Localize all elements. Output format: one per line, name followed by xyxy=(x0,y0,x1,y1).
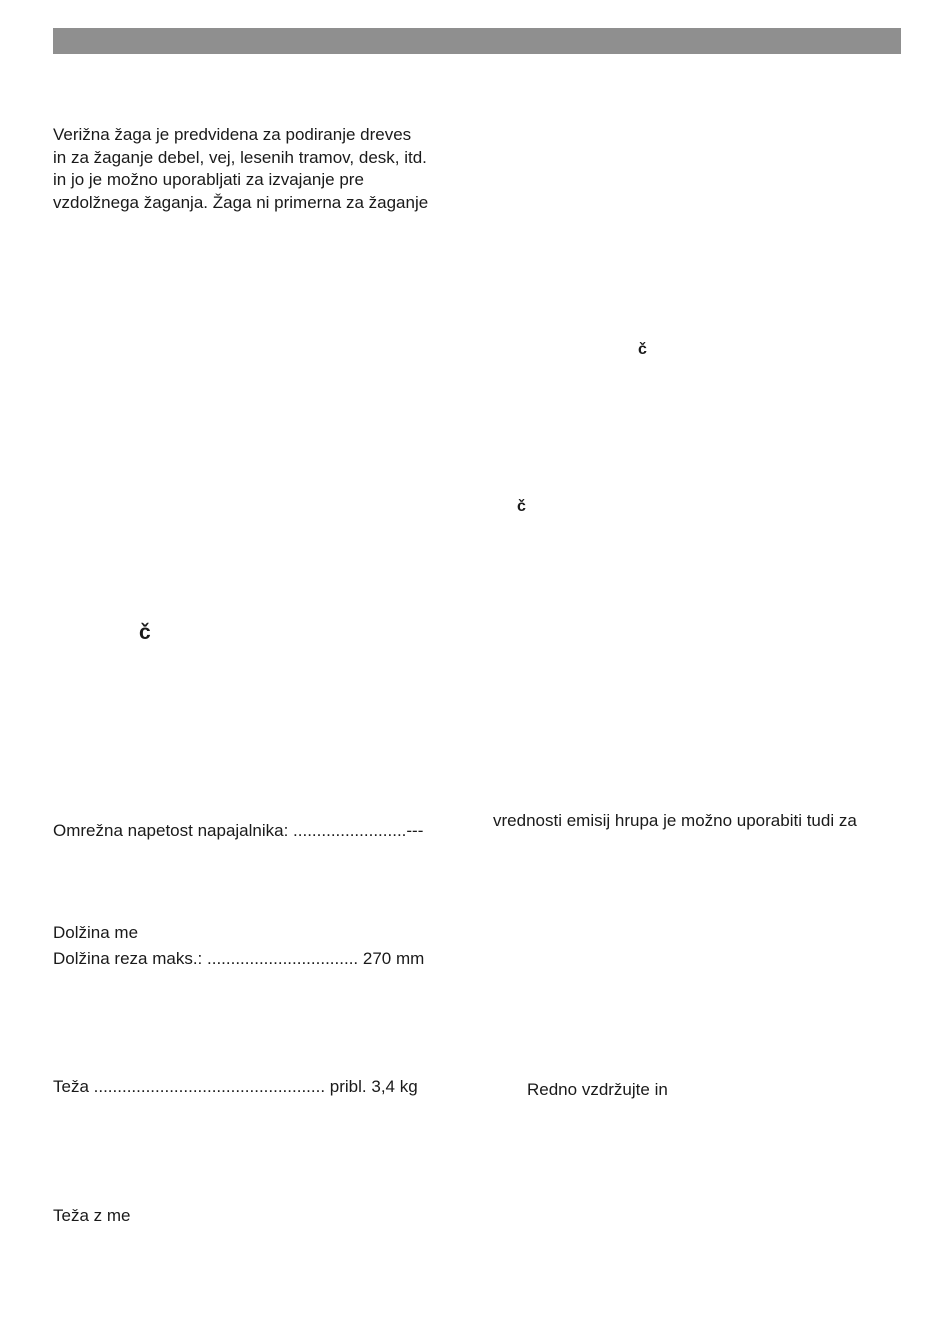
intro-line: in jo je možno uporabljati za izvajanje pre xyxy=(53,170,364,189)
intro-paragraph xyxy=(53,124,463,214)
noise-emission-text: vrednosti emisij hrupa je možno uporabiti tudi za xyxy=(493,811,857,830)
cut-length-spec: Dolžina reza maks.: ................................ 270 mm xyxy=(53,949,425,968)
maintenance-text: Redno vzdržujte in xyxy=(527,1080,668,1099)
right-glyph-2: č xyxy=(517,498,526,515)
intro-line: in za žaganje debel, vej, lesenih tramov, desk, itd. xyxy=(53,147,427,167)
length-label: Dolžina me xyxy=(53,923,139,942)
voltage-spec: Omrežna napetost napajalnika: ........................--- xyxy=(53,821,424,840)
weight-spec: Teža ................................................. pribl. 3,4 kg xyxy=(53,1077,418,1096)
weight-with-label: Teža z me xyxy=(53,1206,131,1225)
intro-line: vzdolžnega žaganja. Žaga ni primerna za žaganje xyxy=(53,192,429,212)
header-bar xyxy=(53,28,901,54)
intro-line: Verižna žaga je predvidena za podiranje dreves xyxy=(53,125,412,144)
right-glyph-1: č xyxy=(638,341,647,358)
left-glyph: č xyxy=(139,621,151,644)
